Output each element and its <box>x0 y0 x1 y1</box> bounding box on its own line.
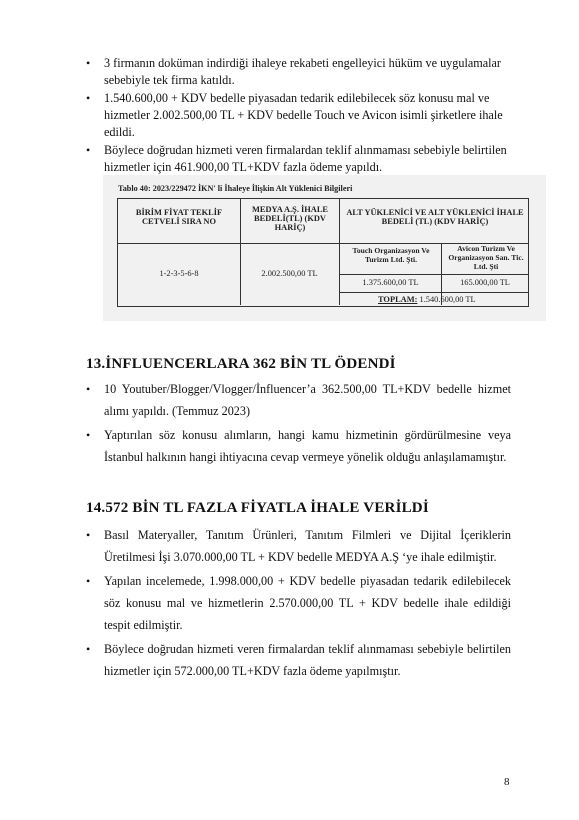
list-item: • 3 firmanın doküman indirdiği ihaleye rekabeti engelleyici hüküm ve uygulamalar sebebiyle tek firma katıldı. <box>86 55 511 89</box>
header-alt-yuklenici: ALT YÜKLENİCİ VE ALT YÜKLENİCİ İHALE BEDELİ (TL) (KDV HARİÇ) <box>346 208 524 226</box>
cell-touch-bedel: 1.375.600,00 TL <box>362 278 419 287</box>
cell-medya-bedel: 2.002.500,00 TL <box>261 269 318 278</box>
page-number: 8 <box>504 776 510 788</box>
section-14-title: 14.572 BİN TL FAZLA FİYATLA İHALE VERİLDİ <box>86 500 429 516</box>
table-caption: Tablo 40: 2023/229472 İKN' li İhaleye İlişkin Alt Yüklenici Bilgileri <box>118 184 353 193</box>
list-item: • 10 Youtuber/Blogger/Vlogger/İnfluencer’a 362.500,00 TL+KDV bedelle hizmet alımı yapıldı. (Temmuz 2023) <box>86 378 511 422</box>
list-item: • Yapılan incelemede, 1.998.000,00 + KDV bedelle piyasadan tedarik edilebilecek söz konusu mal ve hizmetlerin 2.570.000,00 TL + KDV bedelle ihale edildiği tespit edilmiştir. <box>86 570 511 636</box>
list-item: • Böylece doğrudan hizmeti veren firmalardan teklif alınmaması sebebiyle belirtilen hizmetler için 572.000,00 TL+KDV fazla ödeme yapılmıştır. <box>86 638 511 682</box>
section-13-bullets <box>86 378 511 470</box>
total-value: 1.540.600,00 TL <box>419 295 476 304</box>
header-avicon: Avicon Turizm Ve Organizasyon San. Tic. Ltd. Şti <box>448 244 524 271</box>
cell-sira-no: 1-2-3-5-6-8 <box>159 269 199 278</box>
list-item: • Böylece doğrudan hizmeti veren firmalardan teklif alınmaması sebebiyle belirtilen hizmetler için 461.900,00 TL+KDV fazla ödeme yapıldı. <box>86 142 511 176</box>
list-item: • Yaptırılan söz konusu alımların, hangi kamu hizmetinin gördürülmesine veya İstanbul halkının hangi ihtiyacına cevap vermeye yönelik olduğu anlaşılamamıştır. <box>86 424 511 468</box>
list-item: • Basıl Materyaller, Tanıtım Ürünleri, Tanıtım Filmleri ve Dijital İçeriklerin Üretilmesi İşi 3.070.000,00 TL + KDV bedelle MEDYA A.Ş ‘ye ihale edilmiştir. <box>86 524 511 568</box>
header-sira-no: BİRİM FİYAT TEKLİF CETVELİ SIRA NO <box>135 208 223 226</box>
top-bullet-list <box>86 55 511 177</box>
section-13-title: 13.İNFLUENCERLARA 362 BİN TL ÖDENDİ <box>86 356 396 372</box>
subcontractor-table-image <box>103 175 546 321</box>
section-14-bullets <box>86 524 511 684</box>
list-item: • 1.540.600,00 + KDV bedelle piyasadan tedarik edilebilecek söz konusu mal ve hizmetler 2.002.500,00 TL + KDV bedelle Touch ve Avicon isimli şirketlere ihale edildi. <box>86 90 511 141</box>
header-touch: Touch Organizasyon Ve Turizm Ltd. Şti. <box>352 246 430 264</box>
total-label: TOPLAM: <box>378 295 418 304</box>
table-total <box>378 295 528 304</box>
cell-avicon-bedel: 165.000,00 TL <box>460 278 510 287</box>
header-medya-bedel: MEDYA A.Ş. İHALE BEDELİ(TL) (KDV HARİÇ) <box>251 205 328 232</box>
subcontractor-table <box>117 198 529 307</box>
